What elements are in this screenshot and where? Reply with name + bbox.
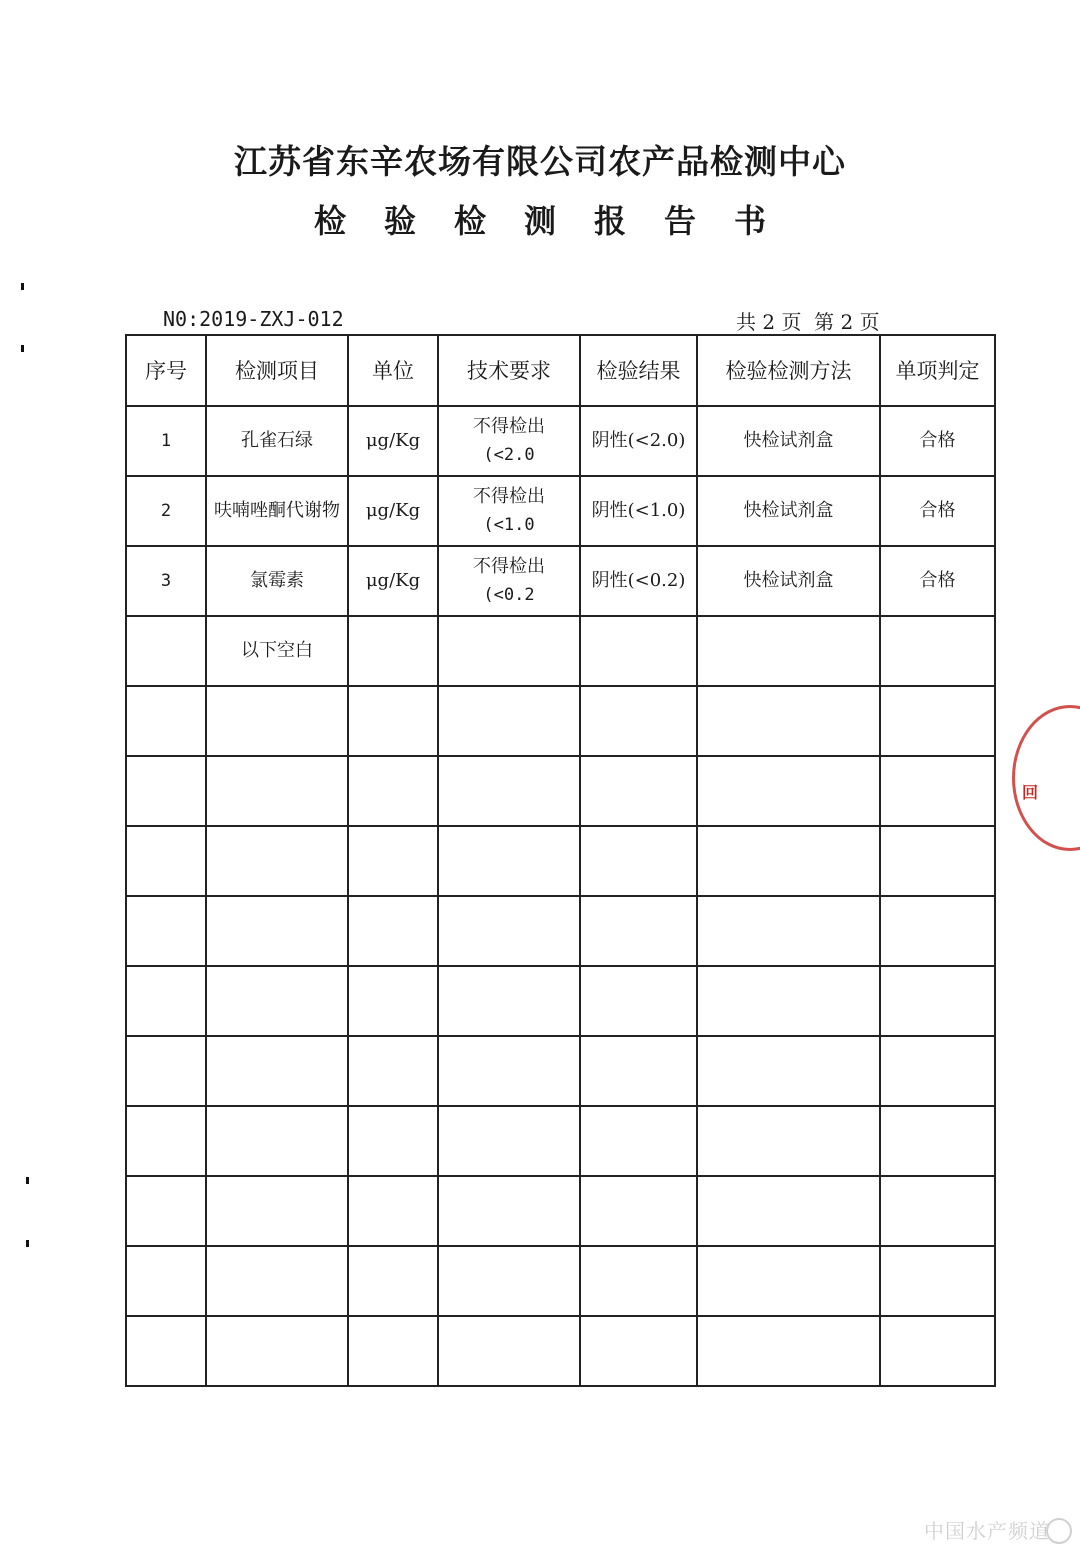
organization-title: 江苏省东辛农场有限公司农产品检测中心 xyxy=(234,142,846,181)
empty-row xyxy=(126,896,995,966)
result: 阴性(<1.0) xyxy=(580,476,697,546)
requirement xyxy=(438,546,580,616)
judgement: 合格 xyxy=(880,546,995,616)
watermark: 中国水产频道 xyxy=(924,1519,1050,1543)
unit: μg/Kg xyxy=(348,476,438,546)
page-info: 共 2 页 第 2 页 xyxy=(736,310,880,334)
empty-row xyxy=(126,1176,995,1246)
result: 阴性(<0.2) xyxy=(580,546,697,616)
table-row xyxy=(126,546,995,616)
column-header: 检验检测方法 xyxy=(697,335,880,406)
table-row xyxy=(126,616,995,686)
empty-row xyxy=(126,1316,995,1386)
requirement-line: 不得检出 xyxy=(473,486,545,507)
test-item: 氯霉素 xyxy=(206,546,348,616)
column-header: 技术要求 xyxy=(438,335,580,406)
row-number: 2 xyxy=(126,476,206,546)
seal-text: 回 xyxy=(1022,783,1039,802)
official-seal xyxy=(1012,705,1080,851)
requirement-line: (<2.0 xyxy=(483,445,535,465)
unit: μg/Kg xyxy=(348,546,438,616)
empty-row xyxy=(126,826,995,896)
blank-note: 以下空白 xyxy=(206,616,348,686)
requirement-line: (<0.2 xyxy=(483,585,535,605)
column-header: 单项判定 xyxy=(880,335,995,406)
report-title: 检验检测报告书 xyxy=(313,202,804,240)
requirement-line: 不得检出 xyxy=(473,416,545,437)
table-row xyxy=(126,406,995,476)
column-header: 检测项目 xyxy=(206,335,348,406)
judgement: 合格 xyxy=(880,476,995,546)
requirement xyxy=(438,406,580,476)
empty-row xyxy=(126,1106,995,1176)
test-item: 呋喃唑酮代谢物 xyxy=(206,476,348,546)
empty-row xyxy=(126,686,995,756)
table-header-row xyxy=(126,335,995,406)
result: 阴性(<2.0) xyxy=(580,406,697,476)
unit: μg/Kg xyxy=(348,406,438,476)
inspection-table xyxy=(125,334,996,1387)
empty-row xyxy=(126,756,995,826)
row-number: 3 xyxy=(126,546,206,616)
empty-row xyxy=(126,966,995,1036)
punch-mark xyxy=(21,345,24,352)
empty-row xyxy=(126,1246,995,1316)
judgement: 合格 xyxy=(880,406,995,476)
punch-mark xyxy=(21,283,24,290)
table-row xyxy=(126,476,995,546)
report-number: N0:2019-ZXJ-012 xyxy=(163,307,344,331)
test-item: 孔雀石绿 xyxy=(206,406,348,476)
column-header: 序号 xyxy=(126,335,206,406)
method: 快检试剂盒 xyxy=(697,476,880,546)
globe-icon xyxy=(1046,1518,1072,1544)
requirement-line: 不得检出 xyxy=(473,556,545,577)
method: 快检试剂盒 xyxy=(697,546,880,616)
punch-mark xyxy=(26,1240,29,1247)
empty-row xyxy=(126,1036,995,1106)
column-header: 检验结果 xyxy=(580,335,697,406)
row-number: 1 xyxy=(126,406,206,476)
requirement xyxy=(438,476,580,546)
method: 快检试剂盒 xyxy=(697,406,880,476)
requirement-line: (<1.0 xyxy=(483,515,535,535)
column-header: 单位 xyxy=(348,335,438,406)
punch-mark xyxy=(26,1177,29,1184)
